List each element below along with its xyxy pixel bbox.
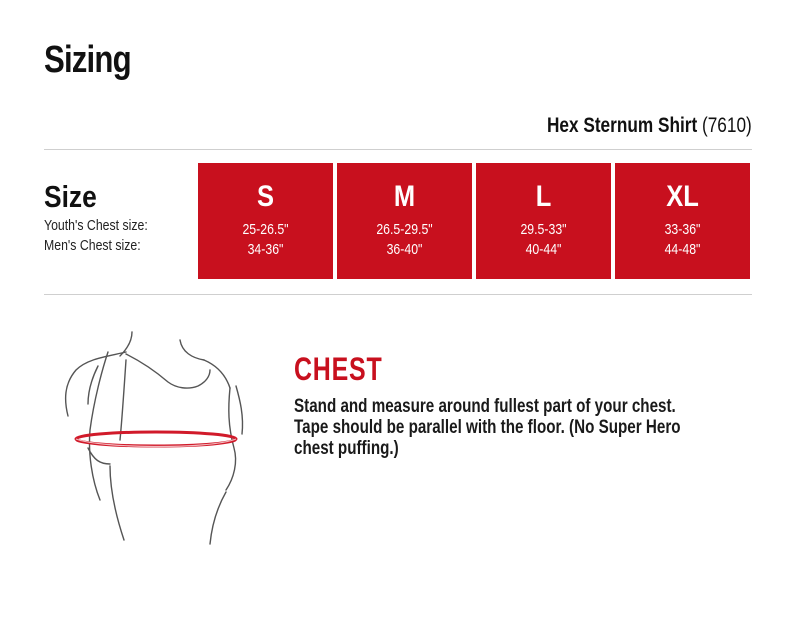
- size-label: XL: [666, 180, 699, 213]
- torso-measurement-icon: [58, 330, 258, 550]
- size-row-labels: [44, 180, 194, 256]
- size-cell-m: [337, 163, 472, 279]
- men-chest-value: 40-44": [525, 241, 562, 258]
- youth-chest-value: 33-36": [664, 221, 701, 238]
- youth-chest-value: 26.5-29.5": [376, 221, 433, 238]
- size-label: S: [256, 180, 274, 213]
- men-chest-label: Men's Chest size:: [44, 237, 141, 254]
- size-cell-l: [476, 163, 611, 279]
- youth-chest-value: 25-26.5": [242, 221, 289, 238]
- size-cell-s: [198, 163, 333, 279]
- youth-chest-label: Youth's Chest size:: [44, 217, 148, 234]
- product-name: Hex Sternum Shirt: [547, 114, 698, 137]
- youth-chest-value: 29.5-33": [520, 221, 567, 238]
- bottom-divider: [44, 294, 752, 295]
- chest-instructions: Stand and measure around fullest part of your chest. Tape should be parallel with the floor. (No Super Hero chest puffing.): [294, 396, 681, 459]
- top-divider: [44, 149, 752, 150]
- page-title: Sizing: [44, 39, 131, 81]
- men-chest-value: 34-36": [247, 241, 284, 258]
- size-label: M: [393, 180, 416, 213]
- size-heading: Size: [44, 179, 97, 214]
- size-grid: [198, 163, 750, 279]
- product-line: [547, 112, 752, 140]
- product-code: (7610): [702, 114, 752, 137]
- chest-title: CHEST: [294, 351, 383, 387]
- men-chest-value: 36-40": [386, 241, 423, 258]
- men-chest-value: 44-48": [664, 241, 701, 258]
- size-label: L: [535, 180, 552, 213]
- size-cell-xl: [615, 163, 750, 279]
